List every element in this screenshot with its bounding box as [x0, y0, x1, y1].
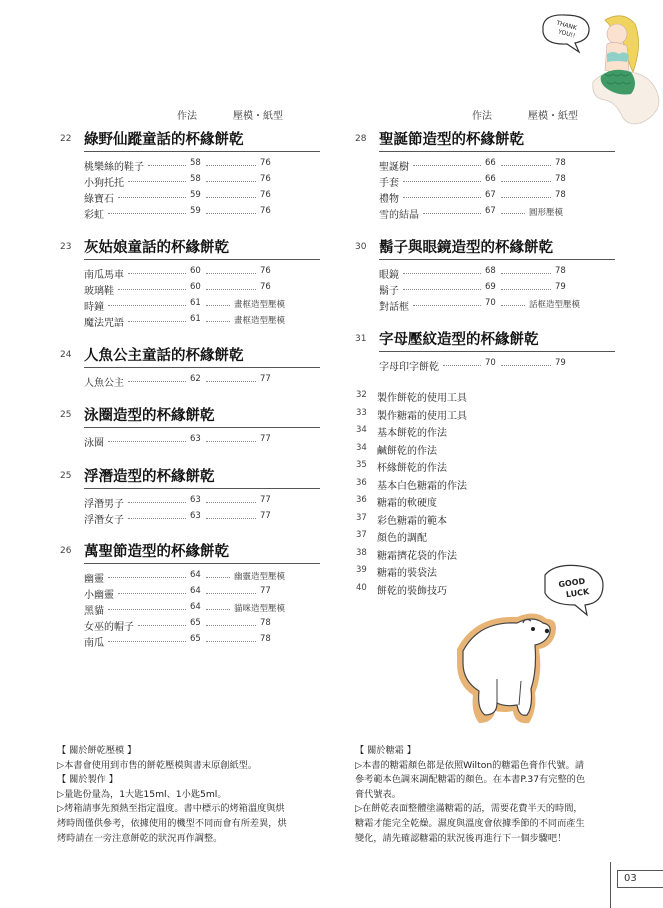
section-rule — [379, 259, 615, 260]
template-page: 78 — [555, 190, 566, 200]
section-title[interactable]: 字母壓紋造型的杯緣餅乾 — [379, 332, 539, 348]
basics-page-number: 32 — [356, 390, 367, 400]
template-header: 壓模・紙型 — [528, 111, 578, 122]
leader-dots — [501, 181, 551, 182]
toc-entry[interactable] — [379, 266, 619, 281]
leader-dots — [501, 197, 551, 198]
leader-dots — [413, 305, 481, 306]
template-page: 77 — [260, 586, 271, 596]
entry-name: 眼鏡 — [379, 270, 399, 281]
basics-page-number: 39 — [356, 565, 367, 575]
notes-right — [355, 744, 585, 846]
entry-name: 手套 — [379, 178, 399, 189]
toc-entry[interactable] — [84, 634, 324, 649]
entry-name: 聖誕樹 — [379, 162, 409, 173]
polar-bear-illustration — [435, 563, 617, 739]
section-rule — [379, 351, 615, 352]
section-title[interactable]: 聖誕節造型的杯緣餅乾 — [379, 132, 524, 148]
method-page: 58 — [190, 158, 201, 168]
basics-title: 製作餅乾的使用工具 — [377, 393, 467, 404]
notes-left-line: ▷烤箱請事先預熱至指定溫度。書中標示的烤箱溫度與烘 — [57, 803, 285, 815]
section-rule — [84, 488, 320, 489]
template-page: 78 — [260, 618, 271, 628]
leader-dots — [206, 213, 256, 214]
leader-dots — [108, 641, 186, 642]
leader-dots — [206, 502, 256, 503]
notes-left — [57, 744, 287, 846]
basics-entry[interactable] — [356, 494, 556, 508]
entry-name: 黑貓 — [84, 606, 104, 617]
template-page: 76 — [260, 158, 271, 168]
basics-page-number: 34 — [356, 442, 367, 453]
basics-title: 鹹餅乾的作法 — [377, 445, 437, 457]
entry-name: 南瓜馬車 — [84, 270, 124, 281]
leader-dots — [206, 289, 256, 290]
entry-name: 鬍子 — [379, 286, 399, 297]
page-divider — [610, 862, 611, 908]
section-title[interactable]: 泳圈造型的杯緣餅乾 — [84, 408, 215, 424]
leader-dots — [206, 577, 230, 578]
basics-page-number: 34 — [356, 425, 367, 435]
method-page: 61 — [190, 298, 201, 308]
leader-dots — [206, 518, 256, 519]
method-page: 59 — [190, 190, 201, 200]
leader-dots — [206, 165, 256, 166]
toc-entry[interactable] — [379, 190, 619, 205]
leader-dots — [501, 289, 551, 290]
toc-entry[interactable] — [84, 602, 324, 617]
basics-title: 糖霜的裝袋法 — [377, 568, 437, 579]
mermaid-bubble-line2: YOU!! — [557, 28, 576, 40]
template-page: 76 — [260, 266, 271, 276]
basics-title: 糖霜的軟硬度 — [377, 498, 437, 509]
leader-dots — [206, 321, 230, 322]
leader-dots — [206, 197, 256, 198]
method-page: 68 — [485, 266, 496, 276]
toc-entry[interactable] — [379, 174, 619, 189]
notes-right-line: ▷本書的糖霜顏色都是依照Wilton的糖霜色膏作代號。請 — [355, 759, 585, 771]
leader-dots — [108, 609, 186, 610]
leader-dots — [423, 213, 481, 214]
method-page: 64 — [190, 586, 201, 596]
basics-page-number: 36 — [356, 477, 367, 488]
entry-name: 泳圈 — [84, 438, 104, 449]
toc-entry[interactable] — [379, 358, 619, 373]
toc-entry[interactable] — [84, 434, 324, 449]
page-number: 03 — [617, 870, 663, 888]
toc-entry[interactable] — [379, 298, 619, 313]
leader-dots — [206, 181, 256, 182]
template-page: 77 — [260, 511, 271, 521]
notes-left-line: 烤時請在一旁注意餅乾的狀況再作調整。 — [57, 832, 223, 844]
section-rule — [84, 427, 320, 428]
leader-dots — [148, 165, 186, 166]
toc-entry[interactable] — [84, 618, 324, 633]
entry-name: 雪的結晶 — [379, 210, 419, 221]
template-page: 話框造型壓模 — [529, 300, 581, 310]
toc-entry[interactable] — [84, 174, 324, 189]
leader-dots — [206, 273, 256, 274]
leader-dots — [206, 609, 230, 610]
notes-left-line: ▷量匙份量為，1大匙15ml、1小匙5ml。 — [57, 788, 227, 800]
section-page-number: 28 — [355, 134, 367, 144]
method-page: 67 — [485, 190, 496, 200]
template-page: 78 — [555, 266, 566, 276]
basics-entry[interactable] — [356, 407, 556, 421]
template-page: 76 — [260, 174, 271, 184]
leader-dots — [108, 305, 186, 306]
entry-name: 南瓜 — [84, 638, 104, 649]
entry-name: 玻璃鞋 — [84, 286, 114, 297]
basics-title: 餅乾的裝飾技巧 — [377, 585, 447, 597]
basics-page-number: 33 — [356, 407, 367, 418]
template-page: 畫框造型壓模 — [234, 300, 286, 310]
section-title[interactable]: 鬍子與眼鏡造型的杯緣餅乾 — [379, 240, 553, 256]
notes-right-line: 參考範本色調來調配糖霜的顏色。在本書P.37有完整的色 — [355, 774, 586, 786]
notes-left-line: 【 關於餅乾壓模 】 — [57, 745, 137, 756]
method-page: 62 — [190, 374, 201, 384]
leader-dots — [118, 197, 186, 198]
leader-dots — [108, 213, 186, 214]
section-page-number: 30 — [355, 242, 367, 252]
entry-name: 浮潛女子 — [84, 515, 124, 526]
mermaid-bubble-line1: THANK — [555, 19, 578, 32]
toc-entry[interactable] — [84, 314, 324, 329]
basics-entry[interactable] — [356, 459, 556, 473]
template-page: 76 — [260, 206, 271, 216]
section-rule — [379, 151, 615, 152]
entry-name: 小狗托托 — [84, 178, 124, 189]
bear-bubble-line1: GOOD — [557, 576, 586, 590]
basics-title: 糖霜擠花袋的作法 — [377, 550, 457, 562]
leader-dots — [128, 273, 186, 274]
template-page: 78 — [555, 174, 566, 184]
toc-entry[interactable] — [84, 495, 324, 510]
template-page: 圓形壓模 — [529, 208, 564, 218]
leader-dots — [501, 305, 525, 306]
leader-dots — [128, 502, 186, 503]
entry-name: 浮潛男子 — [84, 499, 124, 510]
method-page: 66 — [485, 158, 496, 168]
template-header: 壓模・紙型 — [233, 111, 283, 122]
leader-dots — [501, 273, 551, 274]
basics-title: 顏色的調配 — [377, 533, 427, 544]
method-page: 59 — [190, 206, 201, 216]
leader-dots — [501, 365, 551, 366]
section-title[interactable]: 浮潛造型的杯緣餅乾 — [84, 469, 215, 485]
leader-dots — [206, 641, 256, 642]
entry-name: 人魚公主 — [84, 378, 124, 389]
section-page-number: 25 — [60, 471, 72, 481]
leader-dots — [403, 197, 481, 198]
basics-page-number: 37 — [356, 530, 367, 540]
leader-dots — [206, 305, 230, 306]
template-page: 貓咪造型壓模 — [234, 604, 286, 614]
section-page-number: 24 — [60, 350, 72, 360]
basics-entry[interactable] — [356, 477, 556, 491]
section-page-number: 26 — [60, 546, 72, 556]
basics-page-number: 37 — [356, 512, 367, 523]
basics-title: 基本餅乾的作法 — [377, 428, 447, 439]
leader-dots — [443, 365, 481, 366]
method-page: 65 — [190, 618, 201, 628]
method-page: 58 — [190, 174, 201, 184]
entry-name: 小幽靈 — [84, 590, 114, 601]
section-title[interactable]: 萬聖節造型的杯緣餅乾 — [84, 544, 229, 560]
basics-entry[interactable] — [356, 547, 556, 561]
basics-page-number: 38 — [356, 547, 367, 558]
method-page: 69 — [485, 282, 496, 292]
template-page: 77 — [260, 434, 271, 444]
entry-name: 女巫的帽子 — [84, 622, 134, 633]
notes-left-line: 【 關於製作 】 — [57, 774, 118, 786]
section-page-number: 23 — [60, 242, 72, 252]
entry-name: 禮物 — [379, 194, 399, 205]
entry-name: 對話框 — [379, 302, 409, 313]
entry-name: 彩虹 — [84, 210, 104, 221]
toc-entry[interactable] — [84, 206, 324, 221]
section-title[interactable]: 人魚公主童話的杯緣餅乾 — [84, 348, 244, 364]
leader-dots — [206, 625, 256, 626]
basics-title: 彩色糖霜的範本 — [377, 515, 447, 527]
entry-name: 綠寶石 — [84, 194, 114, 205]
notes-left-line: 烤時間僅供參考，依據使用的機型不同而會有所差異，烘 — [57, 817, 287, 829]
method-page: 70 — [485, 358, 496, 368]
entry-name: 字母印字餅乾 — [379, 362, 439, 373]
basics-page-number: 35 — [356, 460, 367, 470]
leader-dots — [128, 381, 186, 382]
entry-name: 幽靈 — [84, 574, 104, 585]
template-page: 77 — [260, 495, 271, 505]
leader-dots — [118, 289, 186, 290]
method-page: 63 — [190, 495, 201, 505]
toc-entry[interactable] — [379, 158, 619, 173]
leader-dots — [128, 181, 186, 182]
template-page: 78 — [555, 158, 566, 168]
leader-dots — [403, 181, 481, 182]
toc-entry[interactable] — [379, 206, 619, 221]
toc-entry[interactable] — [84, 190, 324, 205]
toc-entry[interactable] — [84, 298, 324, 313]
template-page: 76 — [260, 282, 271, 292]
template-page: 77 — [260, 374, 271, 384]
method-page: 63 — [190, 511, 201, 521]
leader-dots — [206, 441, 256, 442]
basics-entry[interactable] — [356, 424, 556, 438]
toc-entry[interactable] — [379, 282, 619, 297]
mermaid-illustration — [535, 10, 660, 132]
toc-entry[interactable] — [84, 586, 324, 601]
basics-entry[interactable] — [356, 442, 556, 456]
section-rule — [84, 259, 320, 260]
basics-entry[interactable] — [356, 389, 556, 403]
leader-dots — [118, 593, 186, 594]
notes-right-line: 變化，請先確認糖霜的狀況後再進行下一個步驟吧！ — [355, 832, 567, 844]
section-page-number: 31 — [355, 334, 367, 344]
method-header: 作法 — [177, 111, 197, 122]
section-title[interactable]: 灰姑娘童話的杯緣餅乾 — [84, 240, 229, 256]
basics-entry[interactable] — [356, 512, 556, 526]
basics-page-number: 36 — [356, 495, 367, 505]
notes-right-line: 糖霜才能完全乾燥。濕度與溫度會依據季節的不同而產生 — [355, 817, 585, 829]
toc-entry[interactable] — [84, 374, 324, 389]
basics-title: 製作糖霜的使用工具 — [377, 410, 467, 422]
template-page: 畫框造型壓模 — [234, 316, 286, 326]
toc-entry[interactable] — [84, 158, 324, 173]
method-page: 64 — [190, 570, 201, 580]
section-page-number: 25 — [60, 410, 72, 420]
template-page: 76 — [260, 190, 271, 200]
method-header: 作法 — [472, 111, 492, 122]
entry-name: 魔法咒語 — [84, 318, 124, 329]
leader-dots — [206, 381, 256, 382]
toc-entry[interactable] — [84, 282, 324, 297]
leader-dots — [501, 213, 525, 214]
method-page: 67 — [485, 206, 496, 216]
template-page: 79 — [555, 358, 566, 368]
method-page: 64 — [190, 602, 201, 612]
leader-dots — [128, 321, 186, 322]
leader-dots — [413, 165, 481, 166]
leader-dots — [403, 273, 481, 274]
section-rule — [84, 367, 320, 368]
entry-name: 桃樂絲的鞋子 — [84, 162, 144, 173]
section-title[interactable]: 綠野仙蹤童話的杯緣餅乾 — [84, 132, 244, 148]
leader-dots — [108, 577, 186, 578]
toc-entry[interactable] — [84, 570, 324, 585]
method-page: 66 — [485, 174, 496, 184]
basics-page-number: 40 — [356, 582, 367, 593]
notes-left-line: ▷本書會使用到市售的餅乾壓模與書末原創紙型。 — [57, 759, 258, 771]
notes-right-line: 【 關於糖霜 】 — [355, 745, 416, 756]
leader-dots — [501, 165, 551, 166]
bear-bubble-line2: LUCK — [565, 587, 590, 600]
leader-dots — [403, 289, 481, 290]
basics-entry[interactable] — [356, 529, 556, 543]
template-page: 79 — [555, 282, 566, 292]
method-page: 70 — [485, 298, 496, 308]
method-page: 60 — [190, 282, 201, 292]
template-page: 78 — [260, 634, 271, 644]
notes-right-line: 膏代號表。 — [355, 788, 401, 800]
toc-entry[interactable] — [84, 511, 324, 526]
notes-right-line: ▷在餅乾表面整體塗滿糖霜的話，需要花費半天的時間， — [355, 803, 583, 815]
basics-title: 基本白色糖霜的作法 — [377, 480, 467, 492]
method-page: 61 — [190, 314, 201, 324]
method-page: 60 — [190, 266, 201, 276]
toc-entry[interactable] — [84, 266, 324, 281]
method-page: 63 — [190, 434, 201, 444]
section-rule — [84, 151, 320, 152]
basics-title: 杯緣餅乾的作法 — [377, 463, 447, 474]
leader-dots — [138, 625, 186, 626]
method-page: 65 — [190, 634, 201, 644]
leader-dots — [206, 593, 256, 594]
section-page-number: 22 — [60, 134, 72, 144]
template-page: 幽靈造型壓模 — [234, 572, 286, 582]
entry-name: 時鐘 — [84, 302, 104, 313]
section-rule — [84, 563, 320, 564]
leader-dots — [128, 518, 186, 519]
leader-dots — [108, 441, 186, 442]
